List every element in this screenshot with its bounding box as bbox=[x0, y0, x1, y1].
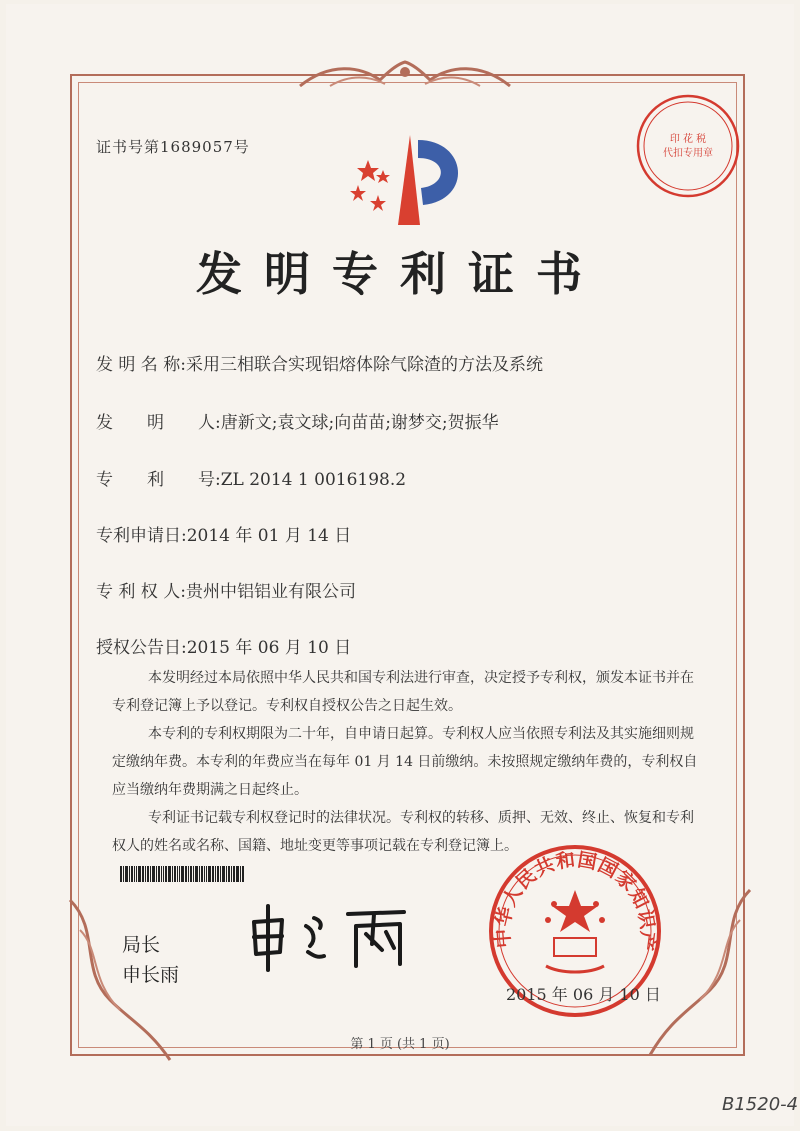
handwritten-signature bbox=[244, 900, 414, 975]
tax-stamp bbox=[634, 92, 742, 200]
barcode bbox=[120, 866, 312, 882]
certificate-title: 发明专利证书 bbox=[196, 247, 604, 301]
certificate-number: 证书号第1689057号 bbox=[96, 138, 250, 156]
chief-name: 申长雨 bbox=[122, 964, 180, 986]
tax-stamp-graphic bbox=[634, 92, 742, 200]
patent-number-label: 专 利 号: bbox=[96, 470, 221, 490]
inventors-value: 唐新文;袁文球;向苗苗;谢梦交;贺振华 bbox=[220, 413, 499, 433]
grant-date-label: 授权公告日: bbox=[96, 638, 187, 658]
invention-name-label: 发 明 名 称: bbox=[96, 355, 186, 375]
handwritten-note: B1520-4 bbox=[722, 1094, 799, 1115]
seal-date: 2015 年 06 月 10 日 bbox=[506, 985, 661, 1004]
top-ornament bbox=[290, 52, 520, 96]
patent-number-row bbox=[96, 465, 406, 490]
paragraph-3: 专利证书记载专利权登记时的法律状况。专利权的转移、质押、无效、终止、恢复和专利权人的姓名或名称、国籍、地址变更等事项记载在专利登记簿上。 bbox=[112, 810, 694, 854]
patentee-label: 专 利 权 人: bbox=[96, 582, 186, 602]
svg-text:代扣专用章: 代扣专用章 bbox=[663, 148, 713, 159]
page-footer: 第 1 页 (共 1 页) bbox=[350, 1037, 450, 1052]
grant-date-row bbox=[96, 633, 351, 658]
chief-title: 局长 bbox=[122, 934, 161, 956]
filing-date-value: 2014 年 01 月 14 日 bbox=[186, 526, 352, 546]
patent-number-value: ZL 2014 1 0016198.2 bbox=[220, 470, 407, 490]
grant-date-value: 2015 年 06 月 10 日 bbox=[186, 638, 352, 658]
paragraph-2: 本专利的专利权期限为二十年，自申请日起算。专利权人应当依照专利法及其实施细则规定缴纳年费。本专利的年费应当在每年 01 月 14 日前缴纳。未按照规定缴纳年费的，专利权自应当缴纳年费期满之日起终止。 bbox=[112, 726, 698, 798]
patentee-row bbox=[96, 577, 356, 602]
svg-text:中华人民共和国国家知识产权局: 中华人民共和国国家知识产 bbox=[491, 848, 659, 953]
inventors-row bbox=[96, 408, 499, 433]
invention-name-row bbox=[96, 350, 543, 375]
filing-date-label: 专利申请日: bbox=[96, 526, 187, 546]
invention-name-value: 采用三相联合实现铝熔体除气除渣的方法及系统 bbox=[185, 355, 543, 375]
filing-date-row bbox=[96, 521, 351, 546]
patent-office-logo bbox=[348, 130, 478, 230]
paragraph-1: 本发明经过本局依照中华人民共和国专利法进行审查，决定授予专利权，颁发本证书并在专利登记簿上予以登记。专利权自授权公告之日起生效。 bbox=[112, 670, 694, 714]
patentee-value: 贵州中铝铝业有限公司 bbox=[185, 582, 356, 602]
inventors-label: 发 明 人: bbox=[96, 413, 221, 433]
svg-text:印 花 税: 印 花 税 bbox=[669, 134, 707, 145]
